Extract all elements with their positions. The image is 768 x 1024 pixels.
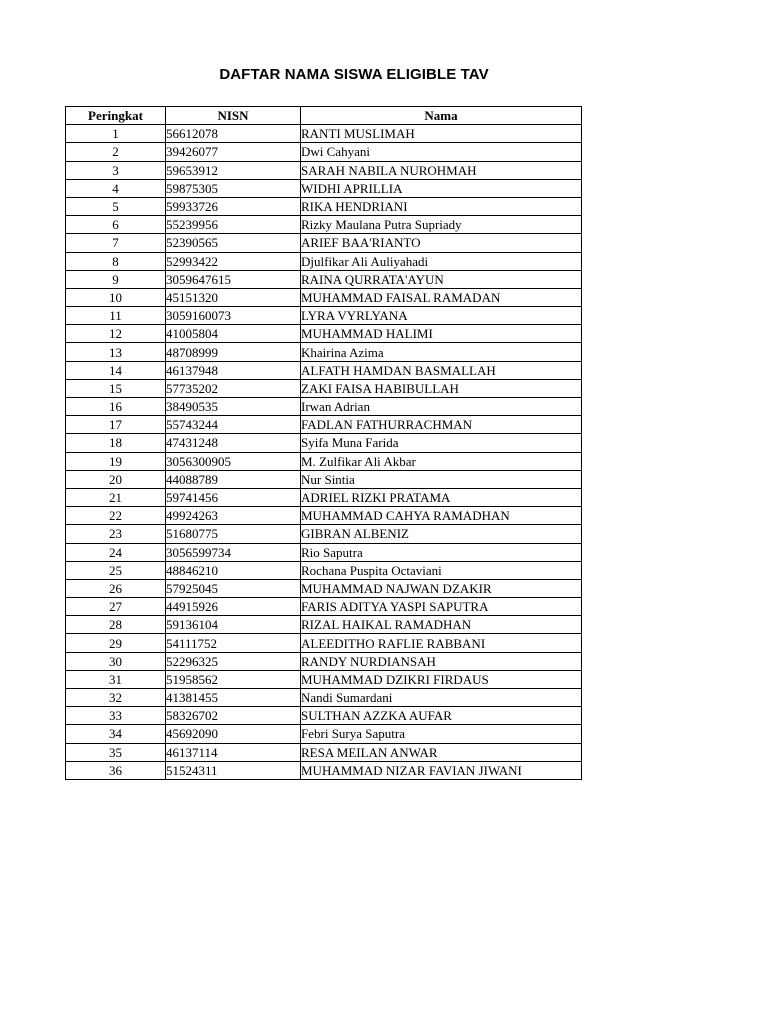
rank-cell: 19 <box>66 452 166 470</box>
nisn-cell: 52390565 <box>166 234 301 252</box>
header-nisn: NISN <box>166 107 301 125</box>
table-row <box>66 343 582 361</box>
nisn-cell: 55239956 <box>166 216 301 234</box>
rank-cell: 30 <box>66 652 166 670</box>
nisn-cell: 45692090 <box>166 725 301 743</box>
table-row <box>66 361 582 379</box>
name-cell: RIZAL HAIKAL RAMADHAN <box>301 616 582 634</box>
header-name: Nama <box>301 107 582 125</box>
nisn-cell: 46137948 <box>166 361 301 379</box>
table-row <box>66 488 582 506</box>
table-header-row <box>66 107 582 125</box>
nisn-cell: 57735202 <box>166 379 301 397</box>
table-row <box>66 525 582 543</box>
rank-cell: 28 <box>66 616 166 634</box>
nisn-cell: 59136104 <box>166 616 301 634</box>
name-cell: ALEEDITHO RAFLIE RABBANI <box>301 634 582 652</box>
name-cell: ZAKI FAISA HABIBULLAH <box>301 379 582 397</box>
table-row <box>66 761 582 779</box>
nisn-cell: 39426077 <box>166 143 301 161</box>
rank-cell: 26 <box>66 579 166 597</box>
name-cell: Irwan Adrian <box>301 398 582 416</box>
name-cell: MUHAMMAD CAHYA RAMADHAN <box>301 507 582 525</box>
nisn-cell: 44088789 <box>166 470 301 488</box>
nisn-cell: 52296325 <box>166 652 301 670</box>
table-row <box>66 579 582 597</box>
nisn-cell: 54111752 <box>166 634 301 652</box>
rank-cell: 12 <box>66 325 166 343</box>
page-title: DAFTAR NAMA SISWA ELIGIBLE TAV <box>219 66 489 83</box>
nisn-cell: 48708999 <box>166 343 301 361</box>
name-cell: Rio Saputra <box>301 543 582 561</box>
nisn-cell: 41381455 <box>166 689 301 707</box>
name-cell: MUHAMMAD HALIMI <box>301 325 582 343</box>
name-cell: RANDY NURDIANSAH <box>301 652 582 670</box>
rank-cell: 34 <box>66 725 166 743</box>
rank-cell: 27 <box>66 598 166 616</box>
nisn-cell: 3056599734 <box>166 543 301 561</box>
table-row <box>66 470 582 488</box>
rank-cell: 20 <box>66 470 166 488</box>
nisn-cell: 41005804 <box>166 325 301 343</box>
rank-cell: 32 <box>66 689 166 707</box>
name-cell: MUHAMMAD NAJWAN DZAKIR <box>301 579 582 597</box>
rank-cell: 8 <box>66 252 166 270</box>
nisn-cell: 55743244 <box>166 416 301 434</box>
header-rank: Peringkat <box>66 107 166 125</box>
rank-cell: 25 <box>66 561 166 579</box>
rank-cell: 22 <box>66 507 166 525</box>
nisn-cell: 49924263 <box>166 507 301 525</box>
name-cell: FARIS ADITYA YASPI SAPUTRA <box>301 598 582 616</box>
name-cell: ADRIEL RIZKI PRATAMA <box>301 488 582 506</box>
table-body <box>66 125 582 780</box>
table-row <box>66 725 582 743</box>
table-row <box>66 689 582 707</box>
name-cell: Syifa Muna Farida <box>301 434 582 452</box>
name-cell: Khairina Azima <box>301 343 582 361</box>
nisn-cell: 46137114 <box>166 743 301 761</box>
rank-cell: 23 <box>66 525 166 543</box>
nisn-cell: 3059160073 <box>166 307 301 325</box>
name-cell: M. Zulfikar Ali Akbar <box>301 452 582 470</box>
name-cell: Djulfikar Ali Auliyahadi <box>301 252 582 270</box>
nisn-cell: 59741456 <box>166 488 301 506</box>
nisn-cell: 59875305 <box>166 179 301 197</box>
table-row <box>66 216 582 234</box>
nisn-cell: 3059647615 <box>166 270 301 288</box>
table-row <box>66 452 582 470</box>
nisn-cell: 52993422 <box>166 252 301 270</box>
table-row <box>66 670 582 688</box>
table-row <box>66 125 582 143</box>
table-row <box>66 434 582 452</box>
name-cell: Rizky Maulana Putra Supriady <box>301 216 582 234</box>
table-row <box>66 634 582 652</box>
table-row <box>66 507 582 525</box>
name-cell: WIDHI APRILLIA <box>301 179 582 197</box>
nisn-cell: 44915926 <box>166 598 301 616</box>
rank-cell: 7 <box>66 234 166 252</box>
table-row <box>66 143 582 161</box>
table-row <box>66 270 582 288</box>
nisn-cell: 38490535 <box>166 398 301 416</box>
nisn-cell: 58326702 <box>166 707 301 725</box>
rank-cell: 33 <box>66 707 166 725</box>
table-row <box>66 252 582 270</box>
nisn-cell: 45151320 <box>166 288 301 306</box>
name-cell: ARIEF BAA'RIANTO <box>301 234 582 252</box>
table-row <box>66 707 582 725</box>
nisn-cell: 59933726 <box>166 197 301 215</box>
rank-cell: 16 <box>66 398 166 416</box>
name-cell: LYRA VYRLYANA <box>301 307 582 325</box>
name-cell: Nandi Sumardani <box>301 689 582 707</box>
rank-cell: 14 <box>66 361 166 379</box>
rank-cell: 29 <box>66 634 166 652</box>
table-row <box>66 197 582 215</box>
table-row <box>66 616 582 634</box>
rank-cell: 15 <box>66 379 166 397</box>
table-row <box>66 543 582 561</box>
nisn-cell: 51958562 <box>166 670 301 688</box>
nisn-cell: 51524311 <box>166 761 301 779</box>
rank-cell: 3 <box>66 161 166 179</box>
nisn-cell: 51680775 <box>166 525 301 543</box>
nisn-cell: 47431248 <box>166 434 301 452</box>
name-cell: GIBRAN ALBENIZ <box>301 525 582 543</box>
rank-cell: 35 <box>66 743 166 761</box>
rank-cell: 5 <box>66 197 166 215</box>
rank-cell: 13 <box>66 343 166 361</box>
name-cell: ALFATH HAMDAN BASMALLAH <box>301 361 582 379</box>
name-cell: MUHAMMAD FAISAL RAMADAN <box>301 288 582 306</box>
rank-cell: 10 <box>66 288 166 306</box>
table-row <box>66 179 582 197</box>
table-row <box>66 652 582 670</box>
table-row <box>66 288 582 306</box>
table-row <box>66 416 582 434</box>
rank-cell: 11 <box>66 307 166 325</box>
table-row <box>66 398 582 416</box>
name-cell: RESA MEILAN ANWAR <box>301 743 582 761</box>
table-row <box>66 561 582 579</box>
table-row <box>66 743 582 761</box>
rank-cell: 17 <box>66 416 166 434</box>
name-cell: MUHAMMAD DZIKRI FIRDAUS <box>301 670 582 688</box>
nisn-cell: 3056300905 <box>166 452 301 470</box>
table-row <box>66 161 582 179</box>
nisn-cell: 57925045 <box>166 579 301 597</box>
rank-cell: 24 <box>66 543 166 561</box>
name-cell: Nur Sintia <box>301 470 582 488</box>
table-row <box>66 234 582 252</box>
rank-cell: 31 <box>66 670 166 688</box>
nisn-cell: 56612078 <box>166 125 301 143</box>
name-cell: SARAH NABILA NUROHMAH <box>301 161 582 179</box>
name-cell: RANTI MUSLIMAH <box>301 125 582 143</box>
rank-cell: 2 <box>66 143 166 161</box>
table-row <box>66 307 582 325</box>
name-cell: SULTHAN AZZKA AUFAR <box>301 707 582 725</box>
name-cell: Dwi Cahyani <box>301 143 582 161</box>
rank-cell: 1 <box>66 125 166 143</box>
name-cell: RAINA QURRATA'AYUN <box>301 270 582 288</box>
rank-cell: 18 <box>66 434 166 452</box>
name-cell: RIKA HENDRIANI <box>301 197 582 215</box>
table-row <box>66 598 582 616</box>
table-row <box>66 379 582 397</box>
table-row <box>66 325 582 343</box>
name-cell: Febri Surya Saputra <box>301 725 582 743</box>
nisn-cell: 48846210 <box>166 561 301 579</box>
rank-cell: 21 <box>66 488 166 506</box>
name-cell: FADLAN FATHURRACHMAN <box>301 416 582 434</box>
name-cell: Rochana Puspita Octaviani <box>301 561 582 579</box>
rank-cell: 36 <box>66 761 166 779</box>
student-table <box>65 106 582 780</box>
name-cell: MUHAMMAD NIZAR FAVIAN JIWANI <box>301 761 582 779</box>
rank-cell: 6 <box>66 216 166 234</box>
rank-cell: 9 <box>66 270 166 288</box>
rank-cell: 4 <box>66 179 166 197</box>
nisn-cell: 59653912 <box>166 161 301 179</box>
